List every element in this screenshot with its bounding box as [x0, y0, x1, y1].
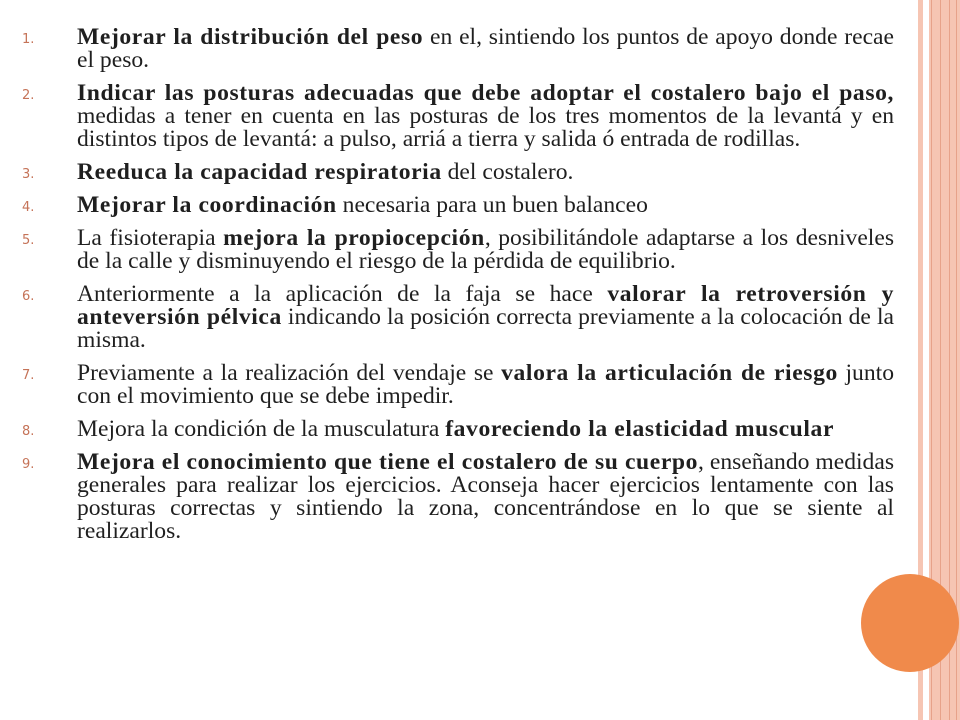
- list-item: [22, 161, 894, 184]
- item-number: 8.: [22, 424, 35, 439]
- list-item: [22, 194, 894, 217]
- item-plain: en el, sintiendo los puntos de apoyo donde recae el peso.: [77, 24, 894, 73]
- item-bold: Mejorar la coordinación: [77, 192, 337, 218]
- list-item: [22, 227, 894, 273]
- item-bold: Reeduca la capacidad respiratoria: [77, 159, 442, 185]
- item-bold: favoreciendo la elasticidad muscular: [445, 416, 835, 442]
- item-text: [77, 159, 573, 185]
- item-text: [77, 192, 648, 218]
- item-number: 3.: [22, 167, 35, 182]
- item-number: 2.: [22, 88, 35, 103]
- benefits-list: [22, 26, 894, 553]
- list-item: [22, 451, 894, 543]
- item-text: [77, 360, 894, 409]
- item-plain: medidas a tener en cuenta en las posturas de los tres momentos de la levantá y en distintos tipos de levantá: a pulso, arriá a tierra y salida ó entrada de rodillas.: [77, 103, 894, 152]
- item-bold: Mejora el conocimiento que tiene el costalero de su cuerpo: [77, 449, 699, 475]
- item-plain: Anteriormente a la aplicación de la faja se hace: [77, 281, 608, 307]
- list-item: [22, 362, 894, 408]
- item-plain: del costalero.: [441, 159, 574, 185]
- item-text: [77, 225, 894, 274]
- item-plain: La fisioterapia: [77, 225, 224, 251]
- item-number: 4.: [22, 200, 35, 215]
- item-plain: junto con el movimiento que se debe impedir.: [77, 360, 894, 409]
- item-text: [77, 80, 894, 152]
- item-plain: , enseñando medidas generales para realizar los ejercicios. Aconseja hacer ejercicios lentamente con las posturas correctas y sintiendo la zona, concentrándose en lo que se siente al realizarlos.: [77, 449, 895, 544]
- item-number: 5.: [22, 233, 35, 248]
- list-item: [22, 82, 894, 151]
- item-bold: valorar la retroversión y anteversión pélvica: [77, 281, 895, 330]
- item-plain: indicando la posición correcta previamente a la colocación de la misma.: [77, 304, 894, 353]
- item-plain: necesaria para un buen balanceo: [336, 192, 648, 218]
- item-plain: Previamente a la realización del vendaje se: [77, 360, 502, 386]
- item-plain: Mejora la condición de la musculatura: [77, 416, 446, 442]
- list-item: [22, 418, 894, 441]
- list-item: [22, 283, 894, 352]
- item-number: 6.: [22, 289, 35, 304]
- item-bold: Mejorar la distribución del peso: [77, 24, 424, 50]
- decorative-circle: [861, 574, 959, 672]
- item-bold: Indicar las posturas adecuadas que debe adoptar el costalero bajo el paso,: [77, 80, 894, 106]
- item-text: [77, 449, 894, 544]
- item-number: 1.: [22, 32, 35, 47]
- item-text: [77, 281, 894, 353]
- item-plain: , posibilitándole adaptarse a los desniveles de la calle y disminuyendo el riesgo de la pérdida de equilibrio.: [77, 225, 895, 274]
- item-bold: valora la articulación de riesgo: [501, 360, 838, 386]
- item-number: 9.: [22, 457, 35, 472]
- item-number: 7.: [22, 368, 35, 383]
- item-text: [77, 416, 834, 442]
- item-bold: mejora la propiocepción: [223, 225, 485, 251]
- list-item: [22, 26, 894, 72]
- item-text: [77, 24, 894, 73]
